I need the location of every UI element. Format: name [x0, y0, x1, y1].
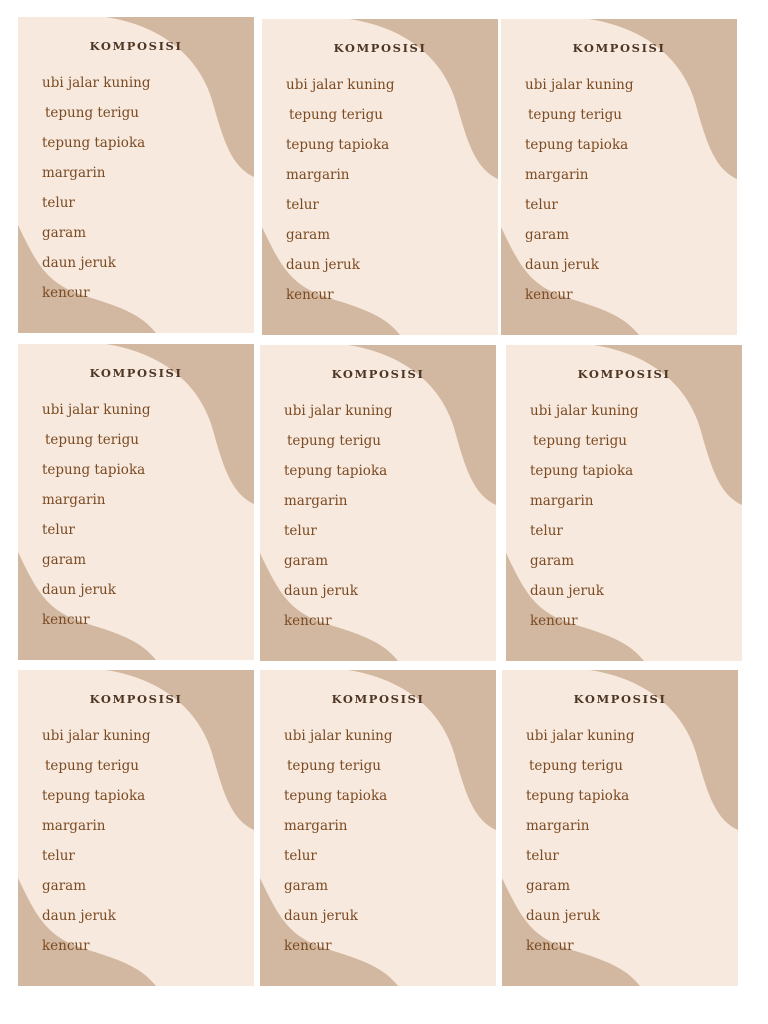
ingredient-item: telur	[526, 848, 559, 864]
card-title: KOMPOSISI	[577, 367, 671, 381]
ingredient-item: ubi jalar kuning	[284, 728, 393, 744]
ingredient-item: kencur	[42, 285, 90, 301]
ingredient-item: tepung tapioka	[526, 788, 630, 804]
ingredient-item: tepung terigu	[45, 432, 139, 448]
ingredient-item: margarin	[526, 818, 590, 834]
card-title: KOMPOSISI	[89, 692, 183, 706]
komposisi-card	[260, 670, 496, 986]
ingredient-item: telur	[284, 848, 317, 864]
ingredient-item: garam	[530, 553, 574, 569]
card-title: KOMPOSISI	[572, 41, 666, 55]
ingredient-item: kencur	[284, 613, 332, 629]
ingredient-item: margarin	[530, 493, 594, 509]
ingredient-item: garam	[286, 227, 330, 243]
ingredient-item: telur	[530, 523, 563, 539]
ingredient-item: tepung tapioka	[286, 137, 390, 153]
ingredient-item: kencur	[42, 938, 90, 954]
ingredient-item: margarin	[284, 818, 348, 834]
ingredient-item: ubi jalar kuning	[284, 403, 393, 419]
card-title: KOMPOSISI	[573, 692, 667, 706]
ingredient-item: daun jeruk	[525, 257, 599, 273]
komposisi-card	[501, 19, 737, 335]
ingredient-item: daun jeruk	[526, 908, 600, 924]
ingredient-list	[526, 728, 635, 968]
ingredient-item: tepung terigu	[45, 105, 139, 121]
ingredient-list	[42, 75, 151, 315]
ingredient-item: garam	[526, 878, 570, 894]
komposisi-card	[502, 670, 738, 986]
ingredient-item: kencur	[284, 938, 332, 954]
ingredient-item: ubi jalar kuning	[42, 728, 151, 744]
ingredient-item: telur	[284, 523, 317, 539]
ingredient-item: kencur	[42, 612, 90, 628]
ingredient-item: tepung terigu	[45, 758, 139, 774]
ingredient-item: margarin	[525, 167, 589, 183]
ingredient-item: tepung tapioka	[284, 463, 388, 479]
ingredient-item: margarin	[42, 492, 106, 508]
ingredient-item: ubi jalar kuning	[526, 728, 635, 744]
ingredient-item: tepung terigu	[287, 758, 381, 774]
ingredient-item: ubi jalar kuning	[525, 77, 634, 93]
ingredient-list	[530, 403, 639, 643]
ingredient-item: ubi jalar kuning	[42, 75, 151, 91]
ingredient-item: telur	[42, 522, 75, 538]
card-title: KOMPOSISI	[331, 692, 425, 706]
card-title: KOMPOSISI	[331, 367, 425, 381]
komposisi-card	[18, 670, 254, 986]
ingredient-list	[42, 402, 151, 642]
komposisi-card	[262, 19, 498, 335]
card-title: KOMPOSISI	[333, 41, 427, 55]
ingredient-item: tepung terigu	[289, 107, 383, 123]
ingredient-item: margarin	[286, 167, 350, 183]
ingredient-item: ubi jalar kuning	[42, 402, 151, 418]
ingredient-list	[284, 728, 393, 968]
card-title: KOMPOSISI	[89, 366, 183, 380]
komposisi-card	[260, 345, 496, 661]
ingredient-item: tepung terigu	[528, 107, 622, 123]
ingredient-item: tepung tapioka	[42, 135, 146, 151]
ingredient-list	[284, 403, 393, 643]
ingredient-item: telur	[286, 197, 319, 213]
ingredient-item: tepung tapioka	[525, 137, 629, 153]
ingredient-item: tepung terigu	[529, 758, 623, 774]
ingredient-item: daun jeruk	[286, 257, 360, 273]
ingredient-item: ubi jalar kuning	[530, 403, 639, 419]
ingredient-item: kencur	[525, 287, 573, 303]
ingredient-item: tepung terigu	[533, 433, 627, 449]
ingredient-item: garam	[284, 553, 328, 569]
ingredient-item: daun jeruk	[284, 583, 358, 599]
ingredient-item: garam	[42, 878, 86, 894]
ingredient-item: margarin	[42, 818, 106, 834]
ingredient-item: daun jeruk	[42, 255, 116, 271]
ingredient-item: tepung tapioka	[42, 788, 146, 804]
ingredient-item: margarin	[284, 493, 348, 509]
ingredient-list	[42, 728, 151, 968]
ingredient-item: telur	[525, 197, 558, 213]
ingredient-item: telur	[42, 195, 75, 211]
ingredient-item: daun jeruk	[42, 908, 116, 924]
ingredient-item: daun jeruk	[284, 908, 358, 924]
ingredient-item: kencur	[286, 287, 334, 303]
ingredient-item: margarin	[42, 165, 106, 181]
card-title: KOMPOSISI	[89, 39, 183, 53]
ingredient-list	[286, 77, 395, 317]
ingredient-item: kencur	[526, 938, 574, 954]
ingredient-item: tepung terigu	[287, 433, 381, 449]
ingredient-item: tepung tapioka	[284, 788, 388, 804]
ingredient-item: garam	[42, 225, 86, 241]
ingredient-item: daun jeruk	[530, 583, 604, 599]
ingredient-item: garam	[284, 878, 328, 894]
ingredient-item: daun jeruk	[42, 582, 116, 598]
ingredient-item: garam	[42, 552, 86, 568]
komposisi-card	[506, 345, 742, 661]
ingredient-item: tepung tapioka	[530, 463, 634, 479]
ingredient-item: garam	[525, 227, 569, 243]
ingredient-item: tepung tapioka	[42, 462, 146, 478]
komposisi-card	[18, 344, 254, 660]
ingredient-list	[525, 77, 634, 317]
komposisi-card	[18, 17, 254, 333]
ingredient-item: ubi jalar kuning	[286, 77, 395, 93]
ingredient-item: kencur	[530, 613, 578, 629]
ingredient-item: telur	[42, 848, 75, 864]
